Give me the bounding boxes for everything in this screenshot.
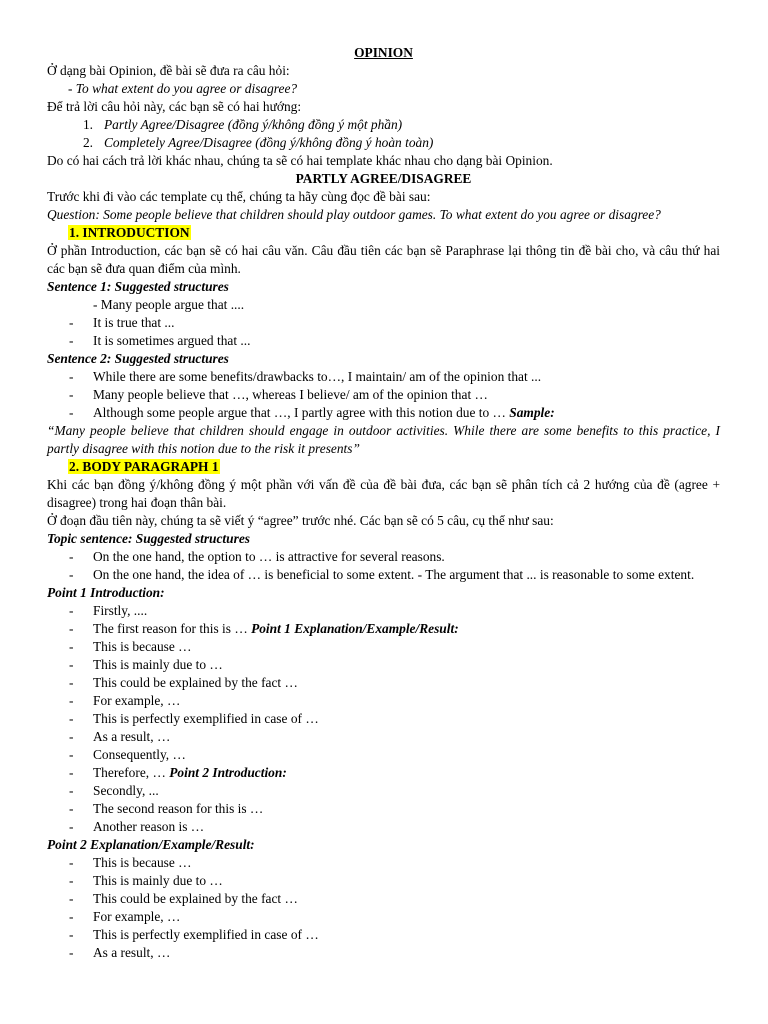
list-item: - This is because … — [47, 638, 720, 656]
list-text: Secondly, ... — [93, 783, 159, 798]
list-item: - It is sometimes argued that ... — [47, 332, 720, 350]
list-item: - Firstly, .... — [47, 602, 720, 620]
list-text: For example, … — [93, 909, 181, 924]
list-text — [93, 764, 720, 782]
list-text: The second reason for this is … — [93, 801, 264, 816]
list-item: - Consequently, … — [47, 746, 720, 764]
list-item — [47, 134, 720, 152]
list-text: This is because … — [93, 855, 192, 870]
point2-list — [47, 854, 720, 962]
list-item: - This is perfectly exemplified in case of … — [47, 710, 720, 728]
list-item: - As a result, … — [47, 728, 720, 746]
list-text: While there are some benefits/drawbacks to…, I maintain/ am of the opinion that ... — [93, 369, 542, 384]
point2-intro-label: Point 2 Introduction: — [169, 765, 287, 780]
body-heading-row — [47, 458, 720, 476]
list-item: - Many people believe that …, whereas I believe/ am of the opinion that … — [47, 386, 720, 404]
point2-explanation-label: Point 2 Explanation/Example/Result: — [47, 837, 255, 852]
list-text: This is mainly due to … — [93, 657, 223, 672]
sentence1-list — [47, 314, 720, 350]
list-item: - It is true that ... — [47, 314, 720, 332]
topic-label: Topic sentence: Suggested structures — [47, 531, 250, 546]
list-number: 2. — [82, 135, 93, 150]
intro-line: Ở dạng bài Opinion, đề bài sẽ đưa ra câu hỏi: — [47, 63, 290, 78]
list-item: - The first reason for this is … Point 1 Explanation/Example/Result: — [47, 620, 720, 638]
question-text: Question: Some people believe that children should play outdoor games. To what extent do you agree or disagree? — [47, 207, 661, 222]
before-templates-line: Trước khi đi vào các template cụ thể, chúng ta hãy cùng đọc đề bài sau: — [47, 189, 431, 204]
list-text — [93, 404, 720, 422]
list-text: Consequently, … — [93, 747, 186, 762]
list-text: This is perfectly exemplified in case of … — [93, 927, 319, 942]
list-item: - On the one hand, the idea of … is beneficial to some extent. - The argument that ... is reasonable to some extent. — [47, 566, 720, 584]
list-item: - As a result, … — [47, 944, 720, 962]
list-text: On the one hand, the option to … is attractive for several reasons. — [93, 549, 445, 564]
body-description: Khi các bạn đồng ý/không đồng ý một phần với vấn đề của đề bài đưa, các bạn sẽ phân tích cả 2 hướng của đề (agree + disagree) trong hai đoạn thân bài. — [47, 477, 720, 510]
point1-list — [47, 602, 720, 836]
body-heading: 2. BODY PARAGRAPH 1 — [69, 459, 219, 474]
list-number: 1. — [82, 117, 93, 132]
list-item: - For example, … — [47, 692, 720, 710]
sentence1-label: Sentence 1: Suggested structures — [47, 279, 229, 294]
template-note: Do có hai cách trả lời khác nhau, chúng ta sẽ có hai template khác nhau cho dạng bài Opinion. — [47, 153, 553, 168]
list-item: - For example, … — [47, 908, 720, 926]
list-item — [47, 116, 720, 134]
list-text: This is because … — [93, 639, 192, 654]
question-form: - To what extent do you agree or disagree? — [68, 81, 298, 96]
sample-label: Sample: — [509, 405, 555, 420]
sample-text: “Many people believe that children should engage in outdoor activities. While there are some benefits to this practice, I partly disagree with this notion due to the risk it presents” — [47, 423, 720, 456]
point1-explanation-label: Point 1 Explanation/Example/Result: — [251, 621, 459, 636]
list-text: As a result, … — [93, 945, 171, 960]
intro-heading: 1. INTRODUCTION — [69, 225, 190, 240]
sentence1-first-item: - Many people argue that .... — [93, 297, 245, 312]
list-item: - This could be explained by the fact … — [47, 674, 720, 692]
list-text: On the one hand, the idea of … is beneficial to some extent. - The argument that ... is reasonable to some extent. — [93, 567, 695, 582]
two-ways-line: Để trả lời câu hỏi này, các bạn sẽ có hai hướng: — [47, 99, 302, 114]
list-text: It is true that ... — [93, 315, 175, 330]
list-text: Firstly, .... — [93, 603, 148, 618]
list-text — [93, 620, 720, 638]
topic-list — [47, 548, 720, 584]
sentence2-label: Sentence 2: Suggested structures — [47, 351, 229, 366]
list-item: - This could be explained by the fact … — [47, 890, 720, 908]
body-description-2: Ở đoạn đầu tiên này, chúng ta sẽ viết ý “agree” trước nhé. Các bạn sẽ có 5 câu, cụ thể như sau: — [47, 513, 554, 528]
list-text-part: The first reason for this is … — [93, 621, 252, 636]
list-text: This could be explained by the fact … — [93, 891, 298, 906]
list-text: As a result, … — [93, 729, 171, 744]
list-item: - This is mainly due to … — [47, 872, 720, 890]
point1-intro-label: Point 1 Introduction: — [47, 585, 165, 600]
options-list — [47, 116, 720, 152]
list-text: This is mainly due to … — [93, 873, 223, 888]
list-text: Many people believe that …, whereas I believe/ am of the opinion that … — [93, 387, 488, 402]
list-item: - This is because … — [47, 854, 720, 872]
list-item: - Although some people argue that …, I partly agree with this notion due to … Sample: — [47, 404, 720, 422]
list-text: It is sometimes argued that ... — [93, 333, 251, 348]
list-item: - Secondly, ... — [47, 782, 720, 800]
section-title: PARTLY AGREE/DISAGREE — [295, 171, 472, 186]
list-item: - On the one hand, the option to … is attractive for several reasons. — [47, 548, 720, 566]
list-text: Completely Agree/Disagree (đồng ý/không đồng ý hoàn toàn) — [104, 135, 434, 150]
list-text: For example, … — [93, 693, 181, 708]
intro-description: Ở phần Introduction, các bạn sẽ có hai câu văn. Câu đầu tiên các bạn sẽ Paraphrase lại thông tin đề bài cho, và câu thứ hai các bạn sẽ đưa quan điểm của mình. — [47, 243, 720, 276]
list-text: This is perfectly exemplified in case of … — [93, 711, 319, 726]
page-title: OPINION — [354, 45, 413, 60]
list-item: - This is perfectly exemplified in case of … — [47, 926, 720, 944]
list-text-part: Although some people argue that …, I partly agree with this notion due to … — [93, 405, 510, 420]
list-item: - This is mainly due to … — [47, 656, 720, 674]
list-item: - Another reason is … — [47, 818, 720, 836]
list-text: Partly Agree/Disagree (đồng ý/không đồng ý một phần) — [104, 117, 403, 132]
list-text-part: Therefore, … — [93, 765, 170, 780]
list-text: This could be explained by the fact … — [93, 675, 298, 690]
list-item: - Therefore, … Point 2 Introduction: — [47, 764, 720, 782]
list-text: Another reason is … — [93, 819, 205, 834]
list-item: - While there are some benefits/drawbacks to…, I maintain/ am of the opinion that ... — [47, 368, 720, 386]
list-item: - The second reason for this is … — [47, 800, 720, 818]
sentence2-list — [47, 368, 720, 422]
intro-heading-row — [47, 224, 720, 242]
